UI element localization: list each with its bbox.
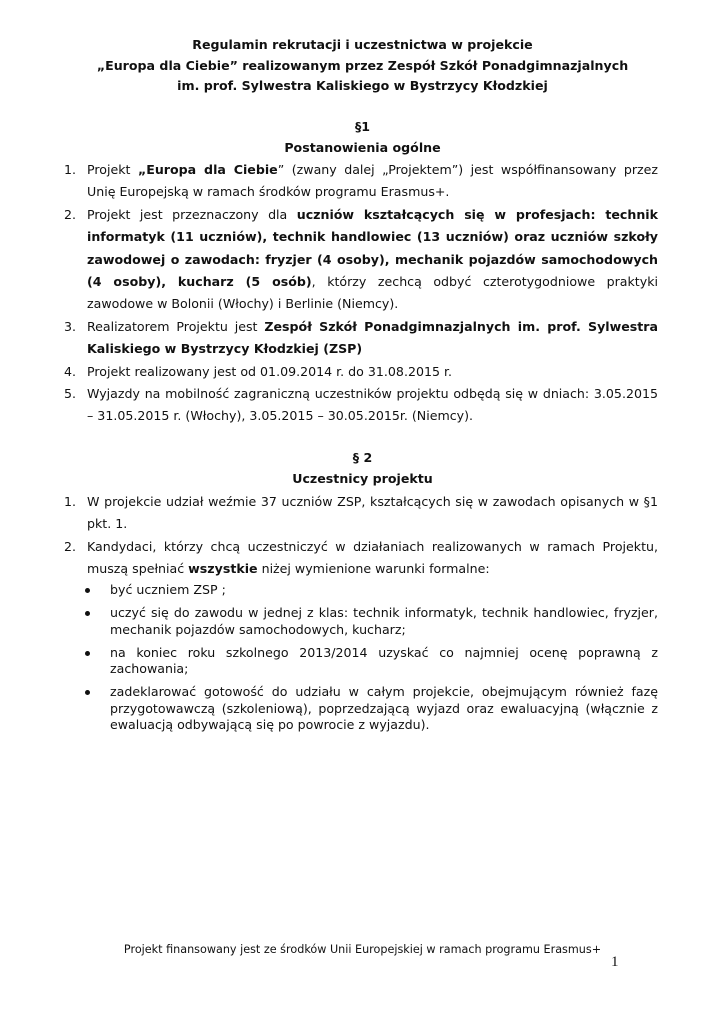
item-number: 5. [64,386,77,402]
title-line-1: Regulamin rekrutacji i uczestnictwa w projekcie [192,37,533,52]
page-footer: Projekt finansowany jest ze środków Unii Europejskiej w ramach programu Erasmus+ [123,943,602,956]
bullet-dot-icon [85,690,90,695]
list-item: 4. Projekt realizowany jest od 01.09.2014 r. do 31.08.2015 r. [60,361,658,383]
title-line-3: im. prof. Sylwestra Kaliskiego w Bystrzycy Kłodzkiej [177,78,548,93]
item-number: 1. [64,494,77,509]
list-item: 5. Wyjazdy na mobilność zagraniczną uczestników projektu odbędą się w dniach: 3.05.2015 – 31.05.2015 r. (Włochy), 3.05.2015 – 30.05.2015r. (Niemcy). [60,383,658,428]
list-item: 2. Kandydaci, którzy chcą uczestniczyć w działaniach realizowanych w ramach Projektu, muszą spełniać wszystkie niżej wymienione warunki formalne: [60,536,658,581]
bullet-dot-icon [85,588,90,593]
section-2-list [60,491,658,581]
list-item: 2. Projekt jest przeznaczony dla uczniów kształcących się w profesjach: technik informatyk (11 uczniów), technik handlowiec (13 uczniów) oraz uczniów szkoły zawodowej o zawodach: fryzjer (4 osoby), mechanik pojazdów samochodowych (4 osoby), kucharz (5 osób), którzy zechcą odbyć czterotygodniowe praktyki zawodowe w Bolonii (Włochy) i Berlinie (Niemcy). [60,204,658,316]
section-1-list [60,159,658,428]
list-item: 1. Projekt „Europa dla Ciebie” (zwany dalej „Projektem”) jest współfinansowany przez Unię Europejską w ramach środków programu Erasmus+. [60,159,658,204]
conditions-bullet-list [60,582,658,740]
document-title [60,35,665,97]
bullet-item: zadeklarować gotowość do udziału w całym projekcie, obejmującym również fazę przygotowawczą (szkoleniową), poprzedzającą wyjazd oraz ewaluacyjną (włącznie z ewaluacją odbywającą się po powrocie z wyjazdu). [60,684,658,734]
section-1-heading: Postanowienia ogólne [284,140,441,155]
bullet-item: być uczniem ZSP ; [60,582,658,599]
section-2-number: § 2 [352,450,373,465]
item-number: 2. [64,538,77,554]
list-item: 1. W projekcie udział weźmie 37 uczniów ZSP, kształcących się w zawodach opisanych w §1 pkt. 1. [60,491,658,536]
item-number: 3. [64,318,77,334]
item-number: 2. [64,206,77,222]
section-1-number: §1 [354,119,371,134]
list-item: 3. Realizatorem Projektu jest Zespół Szkół Ponadgimnazjalnych im. prof. Sylwestra Kaliskiego w Bystrzycy Kłodzkiej (ZSP) [60,316,658,361]
bullet-dot-icon [85,611,90,616]
item-number: 1. [64,162,77,177]
bullet-item: uczyć się do zawodu w jednej z klas: technik informatyk, technik handlowiec, fryzjer, mechanik pojazdów samochodowych, kucharz; [60,605,658,638]
bullet-dot-icon [85,651,90,656]
item-number: 4. [64,363,77,379]
title-line-2: „Europa dla Ciebie” realizowanym przez Zespół Szkół Ponadgimnazjalnych [96,57,629,73]
bullet-item: na koniec roku szkolnego 2013/2014 uzyskać co najmniej ocenę poprawną z zachowania; [60,645,658,678]
page-number: 1 [611,954,619,970]
section-2-heading: Uczestnicy projektu [292,471,433,486]
